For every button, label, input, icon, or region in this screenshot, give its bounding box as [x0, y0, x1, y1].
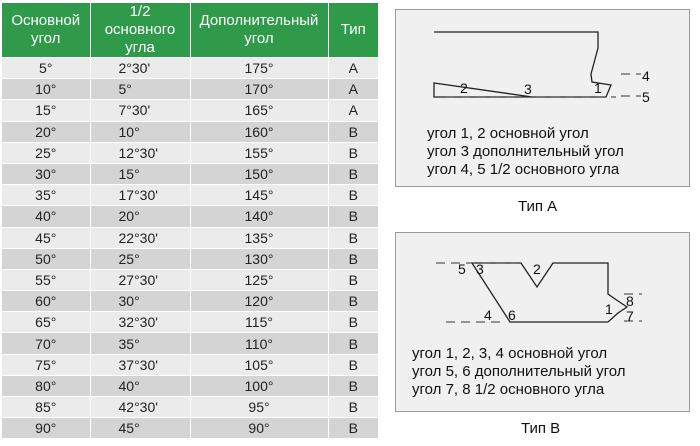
main-angle-cell: 5°	[2, 58, 90, 79]
type-b-legend	[412, 345, 626, 399]
additional-angle-cell: 95°	[190, 397, 328, 418]
half-angle-cell: 22°30'	[90, 227, 190, 248]
table-body	[2, 58, 378, 439]
table-header	[2, 3, 378, 58]
type-a-legend-line: угол 4, 5 1/2 основного угла	[427, 161, 620, 178]
additional-angle-cell: 145°	[190, 185, 328, 206]
type-b-label-3: 3	[476, 261, 484, 277]
table-row	[2, 269, 378, 290]
type-b-diagram	[395, 232, 690, 412]
type-a-legend	[427, 125, 624, 179]
type-b-label-8: 8	[626, 293, 634, 309]
type-cell: B	[328, 375, 378, 396]
type-cell: A	[328, 79, 378, 100]
half-angle-cell: 10°	[90, 121, 190, 142]
half-angle-cell: 35°	[90, 333, 190, 354]
type-b-label-4: 4	[484, 307, 492, 323]
table-row	[2, 312, 378, 333]
additional-angle-cell: 90°	[190, 418, 328, 439]
half-angle-cell: 25°	[90, 248, 190, 269]
type-cell: A	[328, 58, 378, 79]
table-row	[2, 397, 378, 418]
table-row	[2, 418, 378, 439]
type-cell: B	[328, 291, 378, 312]
half-angle-cell: 12°30'	[90, 142, 190, 163]
main-angle-cell: 15°	[2, 100, 90, 121]
additional-angle-cell: 165°	[190, 100, 328, 121]
main-angle-cell: 50°	[2, 248, 90, 269]
header-type: Тип	[328, 3, 378, 58]
table-row	[2, 163, 378, 184]
main-angle-cell: 25°	[2, 142, 90, 163]
table-row	[2, 333, 378, 354]
table-row	[2, 291, 378, 312]
type-b-label-7: 7	[626, 308, 634, 324]
type-cell: B	[328, 397, 378, 418]
type-b-legend-line: угол 5, 6 дополнительный угол	[412, 363, 626, 380]
main-angle-cell: 75°	[2, 354, 90, 375]
type-cell: A	[328, 100, 378, 121]
additional-angle-cell: 120°	[190, 291, 328, 312]
type-cell: B	[328, 121, 378, 142]
type-cell: B	[328, 354, 378, 375]
type-a-legend-line: угол 1, 2 основной угол	[427, 125, 589, 142]
type-a-label-1: 1	[594, 80, 602, 96]
half-angle-cell: 40°	[90, 375, 190, 396]
type-cell: B	[328, 269, 378, 290]
half-angle-cell: 30°	[90, 291, 190, 312]
additional-angle-cell: 175°	[190, 58, 328, 79]
half-angle-cell: 15°	[90, 163, 190, 184]
additional-angle-cell: 130°	[190, 248, 328, 269]
table-row	[2, 248, 378, 269]
half-angle-cell: 17°30'	[90, 185, 190, 206]
type-a-legend-line: угол 3 дополнительный угол	[427, 143, 624, 160]
table-row	[2, 121, 378, 142]
type-cell: B	[328, 163, 378, 184]
half-angle-cell: 27°30'	[90, 269, 190, 290]
main-angle-cell: 45°	[2, 227, 90, 248]
type-a-label-2: 2	[460, 80, 468, 96]
half-angle-cell: 20°	[90, 206, 190, 227]
type-b-label-5: 5	[458, 261, 466, 277]
main-angle-cell: 85°	[2, 397, 90, 418]
main-angle-cell: 40°	[2, 206, 90, 227]
additional-angle-cell: 160°	[190, 121, 328, 142]
half-angle-cell: 32°30'	[90, 312, 190, 333]
additional-angle-cell: 140°	[190, 206, 328, 227]
type-cell: B	[328, 185, 378, 206]
header-main-angle: Основной угол	[2, 3, 90, 58]
main-angle-cell: 65°	[2, 312, 90, 333]
main-angle-cell: 70°	[2, 333, 90, 354]
main-angle-cell: 35°	[2, 185, 90, 206]
type-a-label-4: 4	[642, 68, 650, 84]
main-angle-cell: 10°	[2, 79, 90, 100]
type-b-profile	[472, 263, 627, 322]
additional-angle-cell: 150°	[190, 163, 328, 184]
type-cell: B	[328, 312, 378, 333]
main-angle-cell: 20°	[2, 121, 90, 142]
type-a-label-5: 5	[642, 89, 650, 105]
type-cell: B	[328, 206, 378, 227]
type-cell: B	[328, 142, 378, 163]
type-cell: B	[328, 227, 378, 248]
additional-angle-cell: 135°	[190, 227, 328, 248]
table-row	[2, 185, 378, 206]
main-angle-cell: 30°	[2, 163, 90, 184]
table-row	[2, 142, 378, 163]
type-b-legend-line: угол 7, 8 1/2 основного угла	[412, 381, 605, 398]
type-a-caption: Тип A	[518, 198, 558, 215]
half-angle-cell: 7°30'	[90, 100, 190, 121]
half-angle-cell: 45°	[90, 418, 190, 439]
table-row	[2, 100, 378, 121]
additional-angle-cell: 170°	[190, 79, 328, 100]
main-angle-cell: 80°	[2, 375, 90, 396]
additional-angle-cell: 100°	[190, 375, 328, 396]
type-a-label-3: 3	[524, 81, 532, 97]
type-cell: B	[328, 248, 378, 269]
header-half-angle: 1/2 основного угла	[90, 3, 190, 58]
table-row	[2, 58, 378, 79]
angle-table	[2, 3, 378, 439]
type-cell: B	[328, 333, 378, 354]
half-angle-cell: 37°30'	[90, 354, 190, 375]
additional-angle-cell: 125°	[190, 269, 328, 290]
type-b-label-1: 1	[605, 301, 613, 317]
main-angle-cell: 60°	[2, 291, 90, 312]
type-a-diagram	[395, 9, 690, 187]
type-cell: B	[328, 418, 378, 439]
type-b-label-6: 6	[508, 307, 516, 323]
table-row	[2, 79, 378, 100]
table-row	[2, 354, 378, 375]
half-angle-cell: 42°30'	[90, 397, 190, 418]
additional-angle-cell: 115°	[190, 312, 328, 333]
type-b-legend-line: угол 1, 2, 3, 4 основной угол	[412, 345, 608, 362]
table-row	[2, 375, 378, 396]
half-angle-cell: 5°	[90, 79, 190, 100]
main-angle-cell: 90°	[2, 418, 90, 439]
additional-angle-cell: 155°	[190, 142, 328, 163]
header-additional-angle: Дополнительный угол	[190, 3, 328, 58]
table-row	[2, 206, 378, 227]
half-angle-cell: 2°30'	[90, 58, 190, 79]
table-row	[2, 227, 378, 248]
type-b-label-2: 2	[533, 261, 541, 277]
additional-angle-cell: 110°	[190, 333, 328, 354]
additional-angle-cell: 105°	[190, 354, 328, 375]
type-b-caption: Тип B	[521, 420, 561, 437]
main-angle-cell: 55°	[2, 269, 90, 290]
